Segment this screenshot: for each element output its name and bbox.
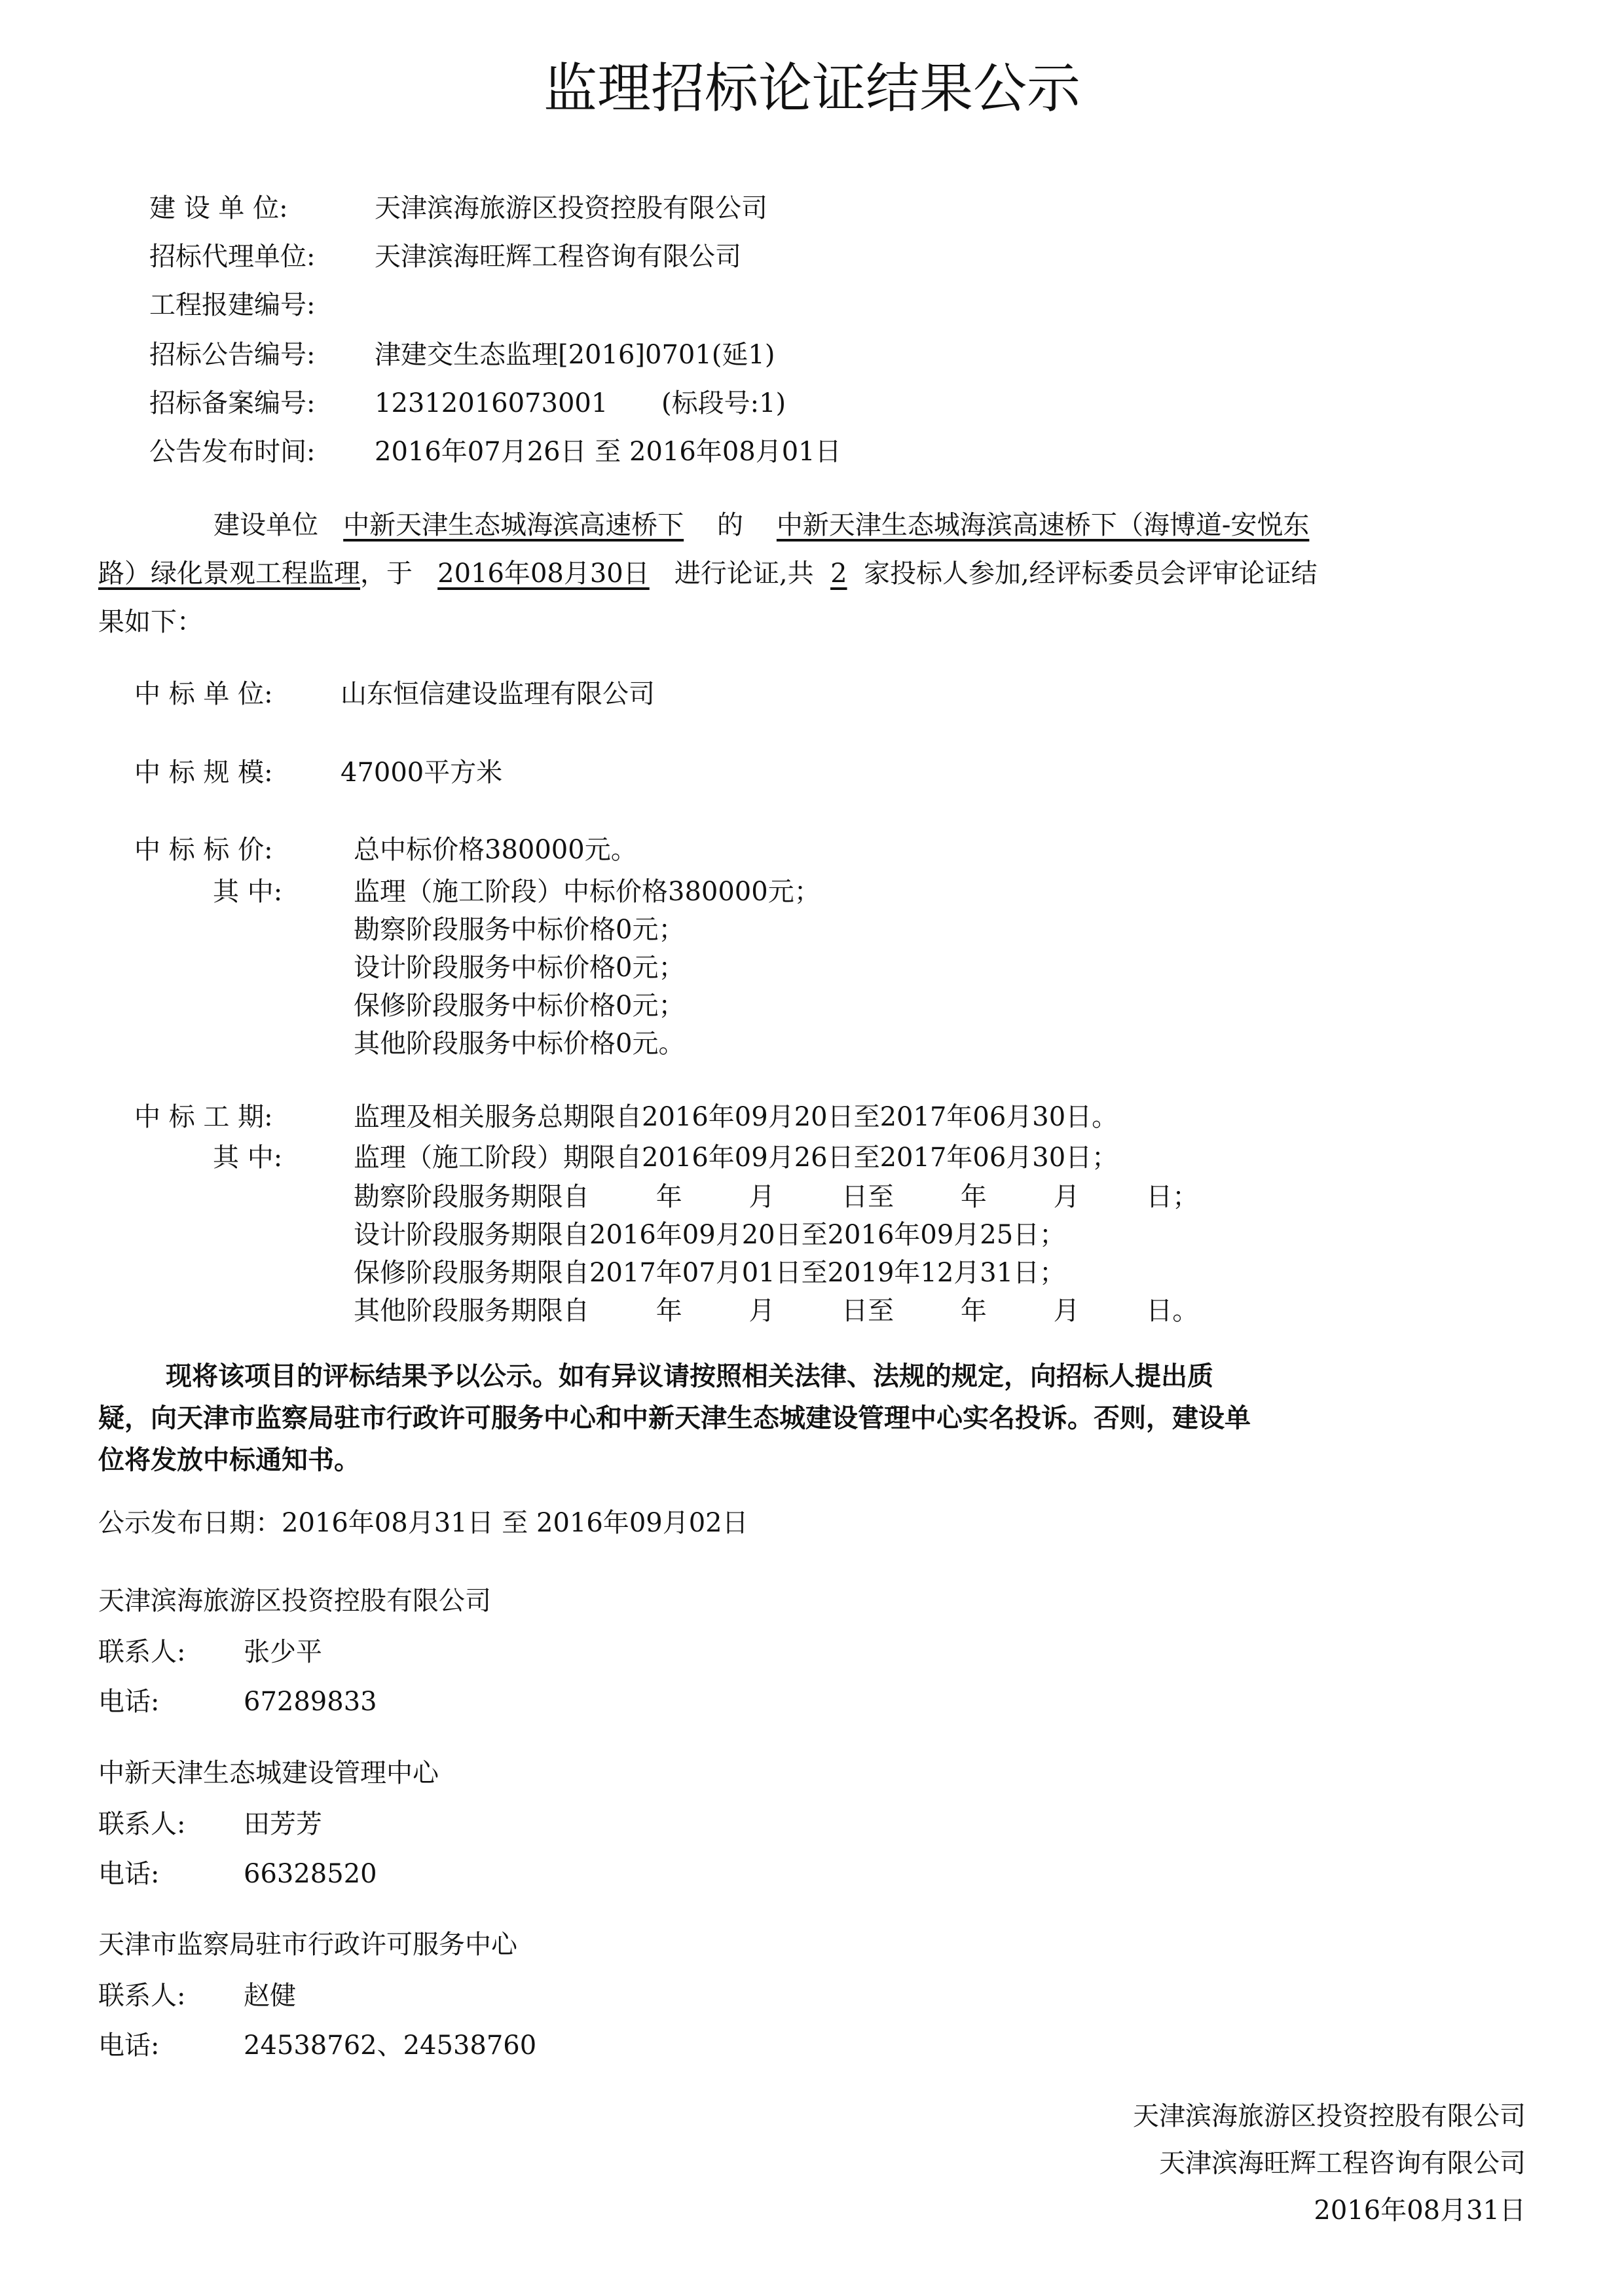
price-item: 勘察阶段服务中标价格0元； xyxy=(354,915,685,945)
intro-text: 家投标人参加,经评标委员会评审论证结 xyxy=(863,559,1318,589)
intro-line-3: 果如下： xyxy=(98,607,203,637)
winner-value: 山东恒信建设监理有限公司 xyxy=(341,679,655,709)
contact-phone: 67289833 xyxy=(244,1687,377,1717)
project-no-label: 工程报建编号: xyxy=(149,290,316,320)
public-date: 公示发布日期：2016年08月31日 至 2016年09月02日 xyxy=(98,1508,748,1538)
page-title: 监理招标论证结果公示 xyxy=(543,58,1080,120)
period-total: 监理及相关服务总期限自2016年09月20日至2017年06月30日。 xyxy=(354,1102,1118,1132)
notice-no-label: 招标公告编号: xyxy=(149,340,316,370)
period-item: 勘察阶段服务期限自 年 月 日至 年 月 日； xyxy=(354,1182,1199,1212)
contact-phone-label: 电话: xyxy=(98,1687,160,1717)
construction-unit: 中新天津生态城海滨高速桥下 xyxy=(343,510,684,540)
record-no-label: 招标备案编号: xyxy=(149,388,316,418)
price-among-label: 其 中: xyxy=(213,877,283,907)
contact-phone-label: 电话: xyxy=(98,2030,160,2061)
period-item: 监理（施工阶段）期限自2016年09月26日至2017年06月30日； xyxy=(354,1143,1118,1173)
scale-value: 47000平方米 xyxy=(341,758,503,788)
contact-person: 赵健 xyxy=(244,1981,296,2011)
signature-org-1: 天津滨海旅游区投资控股有限公司 xyxy=(1133,2101,1526,2131)
intro-line-1 xyxy=(213,512,1309,538)
contact-phone: 66328520 xyxy=(244,1859,377,1889)
contact-phone: 24538762、24538760 xyxy=(244,2030,537,2061)
record-no-value: 12312016073001 xyxy=(375,388,608,418)
intro-line-2 xyxy=(98,560,1318,587)
contact-person-label: 联系人: xyxy=(98,1809,186,1839)
period-item: 其他阶段服务期限自 年 月 日至 年 月 日。 xyxy=(354,1296,1199,1326)
period-item: 设计阶段服务期限自2016年09月20日至2016年09月25日； xyxy=(354,1220,1066,1250)
contact-person-label: 联系人: xyxy=(98,1981,186,2011)
publish-time: 2016年07月26日 至 2016年08月01日 xyxy=(375,437,841,467)
intro-text: ，于 xyxy=(360,559,413,589)
builder-label: 建 设 单 位: xyxy=(149,193,288,223)
project-name: 中新天津生态城海滨高速桥下（海博道-安悦东 xyxy=(776,510,1310,540)
notice-line-3: 位将发放中标通知书。 xyxy=(98,1444,360,1475)
contact-person-label: 联系人: xyxy=(98,1637,186,1667)
period-label: 中 标 工 期: xyxy=(134,1102,273,1132)
notice-line-1: 现将该项目的评标结果予以公示。如有异议请按照相关法律、法规的规定，向招标人提出质 xyxy=(166,1361,1213,1391)
contact-org: 中新天津生态城建设管理中心 xyxy=(98,1758,439,1788)
notice-no-value: 津建交生态监理[2016]0701(延1) xyxy=(375,340,775,370)
agent-value: 天津滨海旺辉工程咨询有限公司 xyxy=(375,242,741,272)
evaluation-date: 2016年08月30日 xyxy=(437,559,650,589)
contact-person: 张少平 xyxy=(244,1637,322,1667)
publish-label: 公告发布时间: xyxy=(149,437,316,467)
scale-label: 中 标 规 模: xyxy=(134,758,273,788)
notice-line-2: 疑，向天津市监察局驻市行政许可服务中心和中新天津生态城建设管理中心实名投诉。否则，建设单 xyxy=(98,1403,1251,1433)
builder-value: 天津滨海旅游区投资控股有限公司 xyxy=(375,193,767,223)
price-total: 总中标价格380000元。 xyxy=(354,835,637,865)
intro-text: 建设单位 xyxy=(213,510,318,540)
price-item: 其他阶段服务中标价格0元。 xyxy=(354,1029,685,1059)
contact-org: 天津滨海旅游区投资控股有限公司 xyxy=(98,1586,491,1616)
intro-text: 进行论证,共 xyxy=(674,559,814,589)
project-name-cont: 路）绿化景观工程监理 xyxy=(98,559,360,589)
contact-person: 田芳芳 xyxy=(244,1809,322,1839)
price-item: 监理（施工阶段）中标价格380000元； xyxy=(354,877,821,907)
section-no: (标段号:1) xyxy=(661,388,786,418)
contact-phone-label: 电话: xyxy=(98,1859,160,1889)
winner-label: 中 标 单 位: xyxy=(134,679,273,709)
contact-org: 天津市监察局驻市行政许可服务中心 xyxy=(98,1930,517,1960)
price-item: 保修阶段服务中标价格0元； xyxy=(354,991,685,1021)
price-label: 中 标 标 价: xyxy=(134,835,273,865)
period-among-label: 其 中: xyxy=(213,1143,283,1173)
agent-label: 招标代理单位: xyxy=(149,242,316,272)
signature-org-2: 天津滨海旺辉工程咨询有限公司 xyxy=(1159,2148,1526,2178)
signature-date: 2016年08月31日 xyxy=(1314,2195,1526,2226)
price-item: 设计阶段服务中标价格0元； xyxy=(354,953,685,983)
intro-text: 的 xyxy=(717,510,744,540)
bidder-count: 2 xyxy=(830,559,847,589)
period-item: 保修阶段服务期限自2017年07月01日至2019年12月31日； xyxy=(354,1258,1066,1288)
